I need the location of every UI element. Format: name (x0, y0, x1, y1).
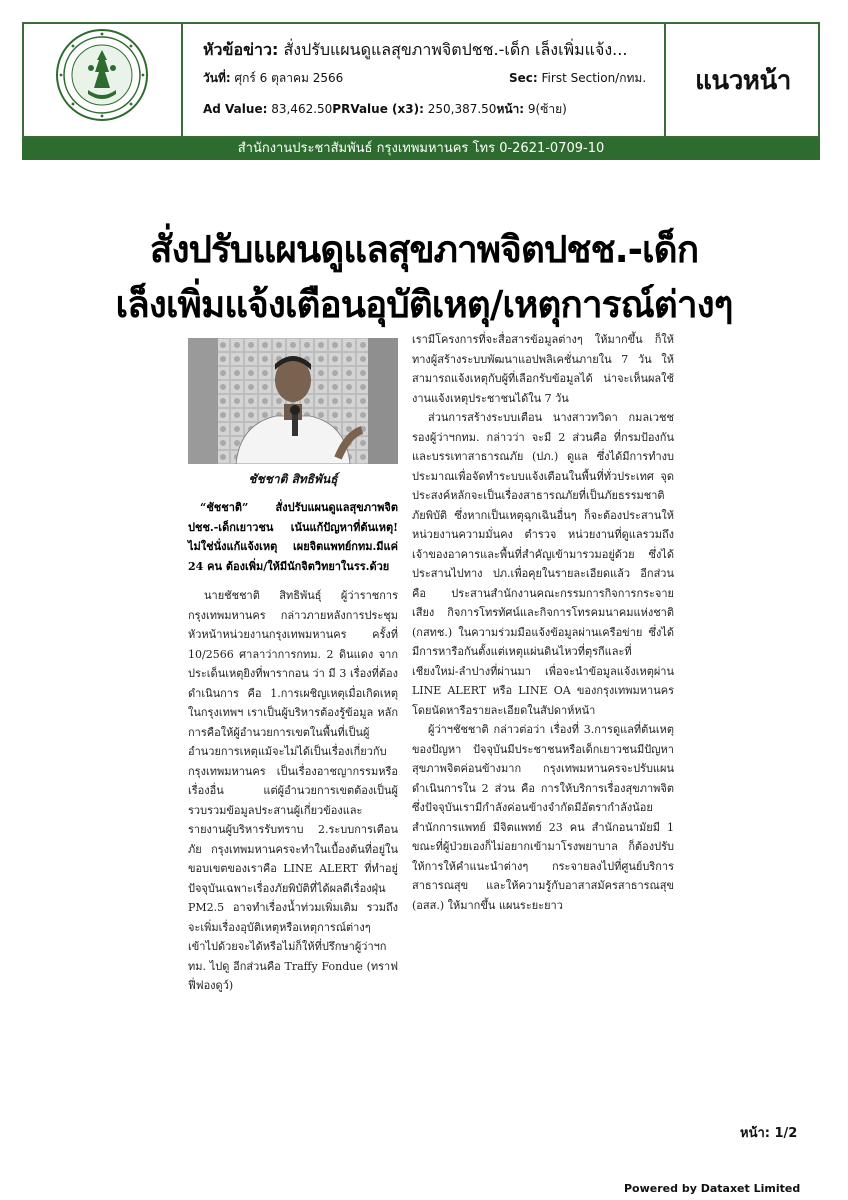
body-paragraph: ส่วนการสร้างระบบเตือน นางสาวทวิดา กมลเวชช รองผู้ว่าฯกทม. กล่าวว่า จะมี 2 ส่วนคือ ที่กรมป้องกันและบรรเทาสาธารณภัย (ปภ.) ดูแล ซึ่งได้มีการทำงบประมาณเพื่อจัดทำระบบแจ้งเตือนในพื้นที่ทั่วประเทศ จุดประสงค์หลักจะเป็นเรื่องสาธารณภัยที่เป็นภัยธรรมชาติ ภัยพิบัติ ซึ่งหากเป็นเหตุฉุกเฉินอื่นๆ ก็จะต้องประสานให้หน่วยงานความมั่นคง ตำรวจ หน่วยงานที่ดูแลรวมถึงเจ้าของอาคารและพื้นที่สำคัญเข้ามารวมอยู่ด้วย ซึ่งได้ประสานไปทาง ปภ.เพื่อคุยในรายละเอียดแล้ว อีกส่วนคือ ประสานสำนักงานคณะกรรมการกิจการกระจายเสียง กิจการโทรทัศน์และกิจการโทรคมนาคมแห่งชาติ (กสทช.) ในความร่วมมือแจ้งข้อมูลผ่านเครือข่าย ซึ่งได้มีการหารือกันตั้งแต่เหตุแผ่นดินไหวที่ตุรกีและที่เชียงใหม่-ลำปางที่ผ่านมา เพื่อจะนำข้อมูลแจ้งเหตุผ่าน LINE ALERT หรือ LINE OA ของกรุงเทพมหานคร โดยนัดหารือรายละเอียดในสัปดาห์หน้า (412, 411, 674, 717)
page-value: 9(ซ้าย) (527, 102, 567, 116)
headline-line-2: เล็งเพิ่มแจ้งเตือนอุบัติเหตุ/เหตุการณ์ต่างๆ (115, 283, 733, 326)
newspaper-cell (664, 24, 820, 136)
body-paragraph: นายชัชชาติ สิทธิพันธุ์ ผู้ว่าราชการกรุงเทพมหานคร กล่าวภายหลังการประชุมหัวหน้าหน่วยงานกรุงเทพมหานคร ครั้งที่ 10/2566 ศาลาว่าการกทม. 2 ดินแดง จากประเด็นเหตุยิงที่พารากอน ว่า มี 3 เรื่องที่ต้องดำเนินการ คือ 1.การเผชิญเหตุเมื่อเกิดเหตุในกรุงเทพฯ เราเป็นผู้บริหารต้องรู้ข้อมูล หลักการคือให้ผู้อำนวยการเขตในพื้นที่เป็นผู้อำนวยการเหตุแม้จะไม่ได้เป็นเรื่องเกี่ยวกับกรุงเทพมหานคร เป็นเรื่องอาชญากรรมหรือเรื่องอื่น แต่ผู้อำนวยการเขตต้องเป็นผู้รวบรวมข้อมูลประสานผู้เกี่ยวข้องและรายงานผู้บริหารรับทราบ 2.ระบบการเตือนภัย กรุงเทพมหานครจะทำในเบื้องต้นที่อยู่ในขอบเขตของเราคือ LINE ALERT ที่ทำอยู่ปัจจุบันเฉพาะเรื่องภัยพิบัติที่ได้ผลดีเรื่องฝุ่น PM2.5 อาจทำเรื่องน้ำท่วมเพิ่มเติม รวมถึงจะเพิ่มเรื่องอุบัติเหตุหรือเหตุการณ์ต่างๆ เข้าไปด้วยจะได้หรือไม่ก็ให้ที่ปรึกษาผู้ว่าฯกทม. ไปดู อีกส่วนคือ Traffy Fondue (ทราฟฟี่ฟองดูว์) (188, 589, 398, 992)
clipping-header (22, 22, 820, 138)
body-paragraph: เรามีโครงการที่จะสื่อสารข้อมูลต่างๆ ให้มากขึ้น ก็ให้ทางผู้สร้างระบบพัฒนาแอปพลิเคชั่นภายใน 7 วัน ให้สามารถแจ้งเหตุกับผู้ที่เลือกรับข้อมูลได้ น่าจะเห็นผลใช้งานแจ้งเหตุประชาชนได้ใน 7 วัน (412, 333, 674, 405)
pr-value-label: PRValue (x3): (332, 102, 424, 116)
pr-value: 250,387.50 (427, 102, 497, 116)
powered-by: Powered by Dataxet Limited (624, 1182, 801, 1195)
body-paragraph: ผู้ว่าฯชัชชาติ กล่าวต่อว่า เรื่องที่ 3.การดูแลที่ต้นเหตุของปัญหา ปัจจุบันมีประชาชนหรือเด็กเยาวชนมีปัญหาสุขภาพจิตค่อนข้างมาก กรุงเทพมหานครจะปรับแผนดำเนินการใน 2 ส่วน คือ การให้บริการเรื่องสุขภาพจิตซึ่งปัจจุบันเรามีกำลังค่อนข้างจำกัดมีอัตรากำลังน้อย สำนักการแพทย์ มีจิตแพทย์ 23 คน สำนักอนามัยมี 1 ขณะที่ผู้ป่วยเองก็ไม่อยากเข้ามาโรงพยาบาล ก็ต้องปรับให้การให้คำแนะนำต่างๆ กระจายลงไปที่ศูนย์บริการสาธารณสุข และให้ความรู้กับอาสาสมัครสาธารณสุข (อสส.) ให้มากขึ้น แผนระยะยาว (412, 723, 674, 912)
section-label: Sec: (509, 71, 538, 85)
clipping-info (183, 24, 664, 136)
newspaper-name: แนวหน้า (695, 65, 791, 96)
ad-value: 83,462.50 (271, 102, 333, 116)
page-label: หน้า: (496, 102, 525, 116)
ad-value-label: Ad Value: (203, 102, 268, 116)
date-value: ศุกร์ 6 ตุลาคม 2566 (234, 71, 344, 85)
section-value: First Section/กทม. (541, 71, 647, 85)
section-line (509, 69, 646, 88)
article-column-1 (188, 498, 398, 996)
lead-paragraph: “ชัชชาติ” สั่งปรับแผนดูแลสุขภาพจิต ปชช.-เด็กเยาวชน เน้นแก้ปัญหาที่ต้นเหตุ! ไม่ใช่นั่งแก้แจ้งเหตุ เผยจิตแพทย์กทม.มีแค่ 24 คน ต้องเพิ่ม/ให้มีนักจิตวิทยาในรร.ด้วย (188, 501, 398, 573)
contact-band: สำนักงานประชาสัมพันธ์ กรุงเทพมหานคร โทร 0-2621-0709-10 (22, 138, 820, 160)
date-label: วันที่: (203, 71, 231, 85)
date-line (203, 69, 343, 88)
bangkok-seal-icon (55, 28, 149, 122)
news-title-line (203, 38, 627, 63)
value-line (203, 100, 567, 119)
photo-illustration (188, 338, 398, 464)
page-number: หน้า: 1/2 (740, 1126, 798, 1141)
title-label: หัวข้อข่าว: (203, 40, 279, 59)
article-photo (188, 338, 398, 464)
headline-line-1: สั่งปรับแผนดูแลสุขภาพจิตปชช.-เด็ก (149, 228, 699, 271)
logo-cell (24, 24, 183, 136)
article-column-2 (412, 330, 674, 915)
news-title: สั่งปรับแผนดูแลสุขภาพจิตปชช.-เด็ก เล็งเพิ่มแจ้ง... (283, 40, 628, 59)
photo-caption: ชัชชาติ สิทธิพันธุ์ (248, 472, 338, 486)
